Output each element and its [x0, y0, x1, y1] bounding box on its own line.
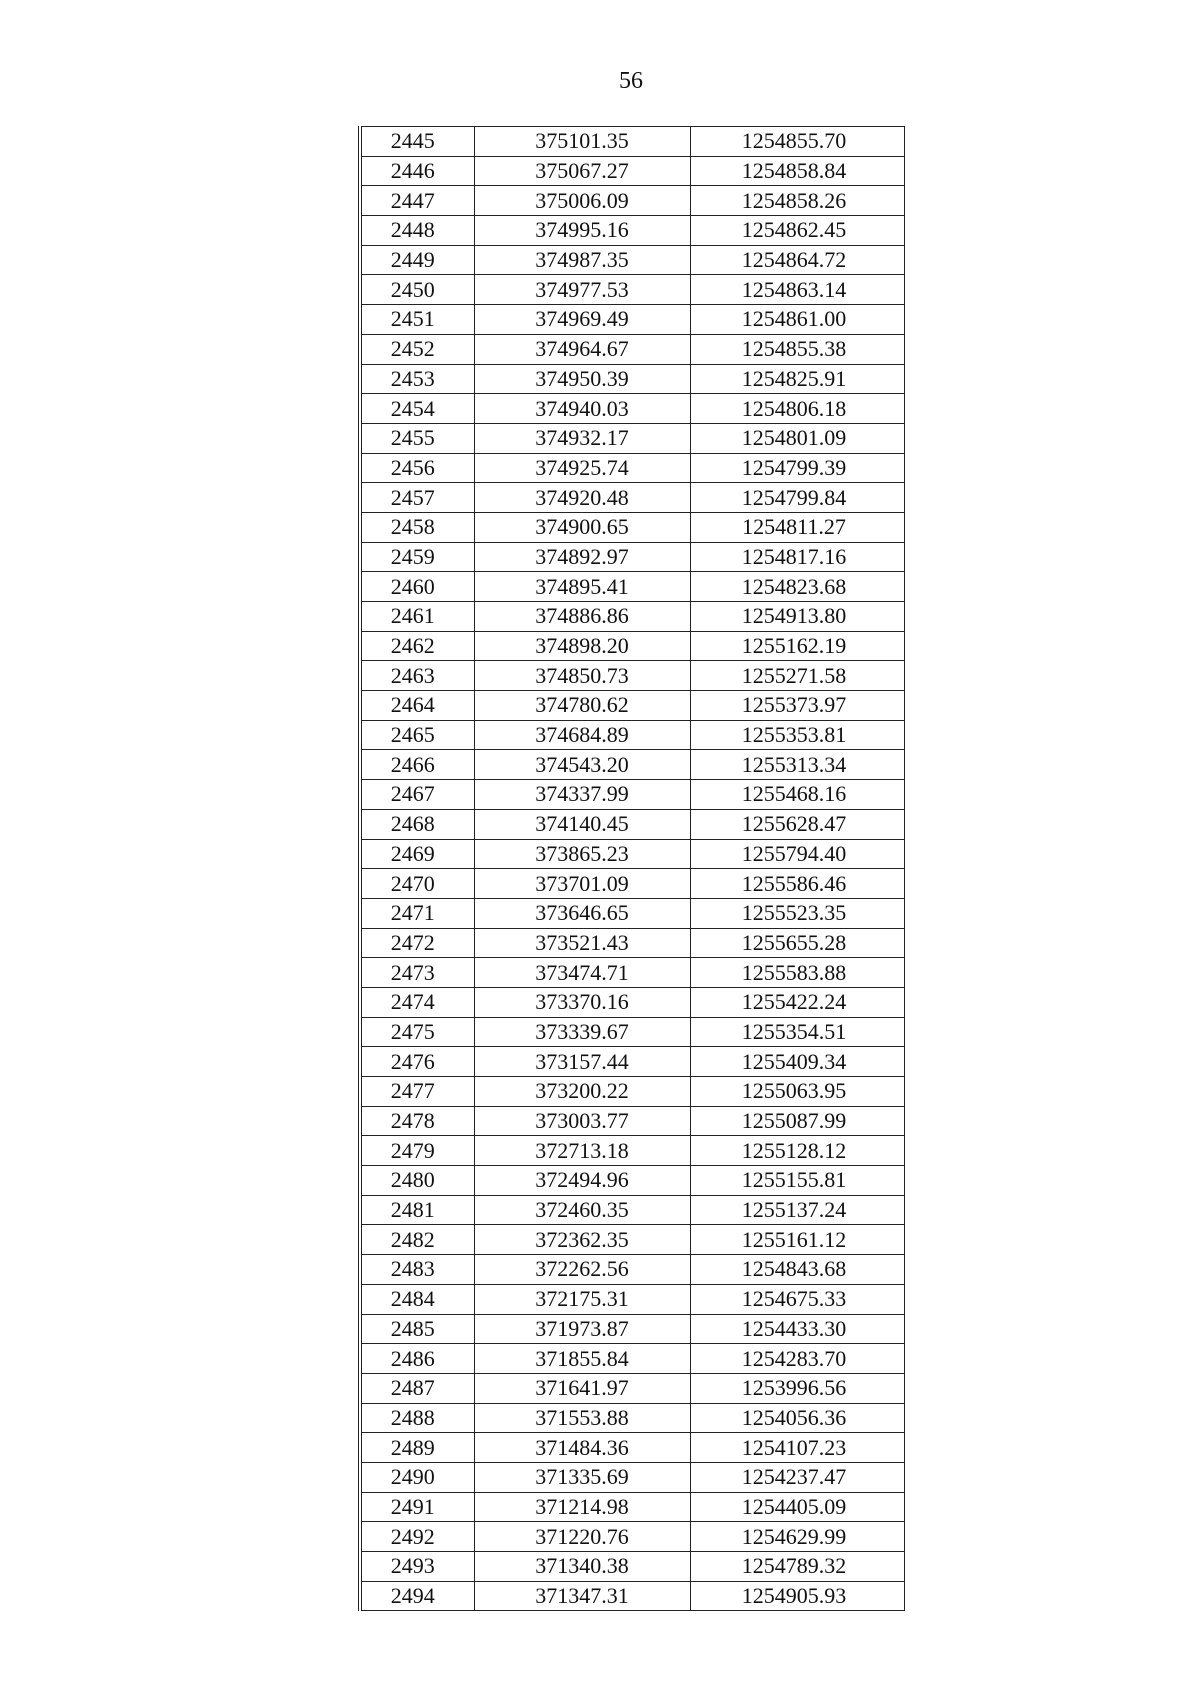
y-coordinate-cell: 1255063.95	[690, 1077, 904, 1107]
y-coordinate-cell: 1254675.33	[690, 1284, 904, 1314]
y-coordinate-cell: 1255422.24	[690, 987, 904, 1017]
table-row	[360, 839, 904, 869]
x-coordinate-cell: 374925.74	[474, 453, 690, 483]
y-coordinate-cell: 1255373.97	[690, 691, 904, 721]
table-row	[360, 423, 904, 453]
y-coordinate-cell: 1255137.24	[690, 1195, 904, 1225]
table-row	[360, 275, 904, 305]
point-number-cell: 2448	[360, 216, 474, 246]
table-row	[360, 1552, 904, 1582]
y-coordinate-cell: 1254405.09	[690, 1492, 904, 1522]
point-number-cell: 2451	[360, 305, 474, 335]
point-number-cell: 2478	[360, 1106, 474, 1136]
y-coordinate-cell: 1254806.18	[690, 394, 904, 424]
point-number-cell: 2491	[360, 1492, 474, 1522]
y-coordinate-cell: 1254799.39	[690, 453, 904, 483]
x-coordinate-cell: 372262.56	[474, 1255, 690, 1285]
y-coordinate-cell: 1255794.40	[690, 839, 904, 869]
table-row	[360, 631, 904, 661]
y-coordinate-cell: 1255583.88	[690, 958, 904, 988]
x-coordinate-cell: 374987.35	[474, 245, 690, 275]
point-number-cell: 2459	[360, 542, 474, 572]
point-number-cell: 2475	[360, 1017, 474, 1047]
table-row	[360, 1255, 904, 1285]
table-row	[360, 1522, 904, 1552]
point-number-cell: 2481	[360, 1195, 474, 1225]
point-number-cell: 2462	[360, 631, 474, 661]
point-number-cell: 2452	[360, 334, 474, 364]
table-row	[360, 1284, 904, 1314]
x-coordinate-cell: 371335.69	[474, 1462, 690, 1492]
y-coordinate-cell: 1254855.38	[690, 334, 904, 364]
x-coordinate-cell: 375101.35	[474, 127, 690, 157]
y-coordinate-cell: 1254858.26	[690, 186, 904, 216]
y-coordinate-cell: 1254811.27	[690, 512, 904, 542]
x-coordinate-cell: 371641.97	[474, 1373, 690, 1403]
point-number-cell: 2447	[360, 186, 474, 216]
y-coordinate-cell: 1254283.70	[690, 1344, 904, 1374]
x-coordinate-cell: 373370.16	[474, 987, 690, 1017]
table-row	[360, 1344, 904, 1374]
point-number-cell: 2484	[360, 1284, 474, 1314]
x-coordinate-cell: 372713.18	[474, 1136, 690, 1166]
table-row	[360, 512, 904, 542]
x-coordinate-cell: 374920.48	[474, 483, 690, 513]
y-coordinate-cell: 1255409.34	[690, 1047, 904, 1077]
x-coordinate-cell: 373200.22	[474, 1077, 690, 1107]
table-row	[360, 216, 904, 246]
y-coordinate-cell: 1254056.36	[690, 1403, 904, 1433]
y-coordinate-cell: 1255628.47	[690, 809, 904, 839]
x-coordinate-cell: 374964.67	[474, 334, 690, 364]
point-number-cell: 2468	[360, 809, 474, 839]
page-number: 56	[619, 68, 643, 94]
y-coordinate-cell: 1254801.09	[690, 423, 904, 453]
point-number-cell: 2485	[360, 1314, 474, 1344]
point-number-cell: 2446	[360, 156, 474, 186]
point-number-cell: 2450	[360, 275, 474, 305]
table-row	[360, 987, 904, 1017]
x-coordinate-cell: 372494.96	[474, 1166, 690, 1196]
x-coordinate-cell: 373474.71	[474, 958, 690, 988]
point-number-cell: 2471	[360, 898, 474, 928]
y-coordinate-cell: 1254863.14	[690, 275, 904, 305]
x-coordinate-cell: 374950.39	[474, 364, 690, 394]
table-row	[360, 750, 904, 780]
y-coordinate-cell: 1255161.12	[690, 1225, 904, 1255]
y-coordinate-cell: 1255354.51	[690, 1017, 904, 1047]
y-coordinate-cell: 1254858.84	[690, 156, 904, 186]
y-coordinate-cell: 1255162.19	[690, 631, 904, 661]
x-coordinate-cell: 373865.23	[474, 839, 690, 869]
x-coordinate-cell: 373646.65	[474, 898, 690, 928]
point-number-cell: 2474	[360, 987, 474, 1017]
table-row	[360, 394, 904, 424]
y-coordinate-cell: 1254433.30	[690, 1314, 904, 1344]
x-coordinate-cell: 374900.65	[474, 512, 690, 542]
y-coordinate-cell: 1255313.34	[690, 750, 904, 780]
table-row	[360, 869, 904, 899]
y-coordinate-cell: 1254823.68	[690, 572, 904, 602]
x-coordinate-cell: 374684.89	[474, 720, 690, 750]
point-number-cell: 2463	[360, 661, 474, 691]
x-coordinate-cell: 373003.77	[474, 1106, 690, 1136]
y-coordinate-cell: 1254107.23	[690, 1433, 904, 1463]
x-coordinate-cell: 374995.16	[474, 216, 690, 246]
y-coordinate-cell: 1255586.46	[690, 869, 904, 899]
table-row	[360, 809, 904, 839]
table-row	[360, 1195, 904, 1225]
point-number-cell: 2455	[360, 423, 474, 453]
x-coordinate-cell: 371484.36	[474, 1433, 690, 1463]
table-row	[360, 691, 904, 721]
point-number-cell: 2466	[360, 750, 474, 780]
x-coordinate-cell: 374940.03	[474, 394, 690, 424]
y-coordinate-cell: 1255353.81	[690, 720, 904, 750]
coordinates-table	[358, 126, 905, 1611]
table-row	[360, 127, 904, 157]
table-row	[360, 1373, 904, 1403]
y-coordinate-cell: 1255523.35	[690, 898, 904, 928]
point-number-cell: 2461	[360, 602, 474, 632]
y-coordinate-cell: 1254237.47	[690, 1462, 904, 1492]
x-coordinate-cell: 372175.31	[474, 1284, 690, 1314]
y-coordinate-cell: 1255155.81	[690, 1166, 904, 1196]
point-number-cell: 2472	[360, 928, 474, 958]
x-coordinate-cell: 371214.98	[474, 1492, 690, 1522]
point-number-cell: 2476	[360, 1047, 474, 1077]
y-coordinate-cell: 1255271.58	[690, 661, 904, 691]
y-coordinate-cell: 1254629.99	[690, 1522, 904, 1552]
table-row	[360, 542, 904, 572]
table-row	[360, 334, 904, 364]
point-number-cell: 2460	[360, 572, 474, 602]
y-coordinate-cell: 1253996.56	[690, 1373, 904, 1403]
table-row	[360, 1314, 904, 1344]
y-coordinate-cell: 1255468.16	[690, 780, 904, 810]
x-coordinate-cell: 374337.99	[474, 780, 690, 810]
x-coordinate-cell: 371855.84	[474, 1344, 690, 1374]
point-number-cell: 2482	[360, 1225, 474, 1255]
point-number-cell: 2483	[360, 1255, 474, 1285]
table-row	[360, 1581, 904, 1611]
table-row	[360, 305, 904, 335]
table-row	[360, 1136, 904, 1166]
x-coordinate-cell: 373701.09	[474, 869, 690, 899]
y-coordinate-cell: 1254843.68	[690, 1255, 904, 1285]
table-row	[360, 1225, 904, 1255]
point-number-cell: 2494	[360, 1581, 474, 1611]
x-coordinate-cell: 375006.09	[474, 186, 690, 216]
point-number-cell: 2487	[360, 1373, 474, 1403]
point-number-cell: 2458	[360, 512, 474, 542]
table-row	[360, 661, 904, 691]
y-coordinate-cell: 1255655.28	[690, 928, 904, 958]
table-row	[360, 928, 904, 958]
coordinates-table-body	[360, 127, 904, 1611]
y-coordinate-cell: 1254913.80	[690, 602, 904, 632]
point-number-cell: 2486	[360, 1344, 474, 1374]
point-number-cell: 2469	[360, 839, 474, 869]
x-coordinate-cell: 375067.27	[474, 156, 690, 186]
x-coordinate-cell: 374969.49	[474, 305, 690, 335]
x-coordinate-cell: 373521.43	[474, 928, 690, 958]
point-number-cell: 2480	[360, 1166, 474, 1196]
x-coordinate-cell: 371340.38	[474, 1552, 690, 1582]
x-coordinate-cell: 374977.53	[474, 275, 690, 305]
y-coordinate-cell: 1255128.12	[690, 1136, 904, 1166]
point-number-cell: 2473	[360, 958, 474, 988]
y-coordinate-cell: 1254825.91	[690, 364, 904, 394]
y-coordinate-cell: 1254817.16	[690, 542, 904, 572]
y-coordinate-cell: 1255087.99	[690, 1106, 904, 1136]
table-row	[360, 1492, 904, 1522]
table-row	[360, 186, 904, 216]
x-coordinate-cell: 374780.62	[474, 691, 690, 721]
point-number-cell: 2453	[360, 364, 474, 394]
x-coordinate-cell: 371973.87	[474, 1314, 690, 1344]
table-row	[360, 1106, 904, 1136]
x-coordinate-cell: 374886.86	[474, 602, 690, 632]
point-number-cell: 2479	[360, 1136, 474, 1166]
x-coordinate-cell: 371347.31	[474, 1581, 690, 1611]
x-coordinate-cell: 372460.35	[474, 1195, 690, 1225]
point-number-cell: 2490	[360, 1462, 474, 1492]
table-row	[360, 453, 904, 483]
point-number-cell: 2477	[360, 1077, 474, 1107]
point-number-cell: 2489	[360, 1433, 474, 1463]
table-row	[360, 1017, 904, 1047]
x-coordinate-cell: 374850.73	[474, 661, 690, 691]
y-coordinate-cell: 1254862.45	[690, 216, 904, 246]
table-row	[360, 483, 904, 513]
y-coordinate-cell: 1254864.72	[690, 245, 904, 275]
table-row	[360, 780, 904, 810]
table-row	[360, 1047, 904, 1077]
x-coordinate-cell: 374543.20	[474, 750, 690, 780]
table-row	[360, 156, 904, 186]
point-number-cell: 2493	[360, 1552, 474, 1582]
table-row	[360, 958, 904, 988]
table-row	[360, 720, 904, 750]
x-coordinate-cell: 374895.41	[474, 572, 690, 602]
table-row	[360, 1433, 904, 1463]
x-coordinate-cell: 373157.44	[474, 1047, 690, 1077]
point-number-cell: 2456	[360, 453, 474, 483]
x-coordinate-cell: 373339.67	[474, 1017, 690, 1047]
x-coordinate-cell: 374898.20	[474, 631, 690, 661]
x-coordinate-cell: 374892.97	[474, 542, 690, 572]
table-row	[360, 1166, 904, 1196]
x-coordinate-cell: 374140.45	[474, 809, 690, 839]
point-number-cell: 2464	[360, 691, 474, 721]
table-row	[360, 1462, 904, 1492]
table-row	[360, 898, 904, 928]
point-number-cell: 2488	[360, 1403, 474, 1433]
x-coordinate-cell: 371220.76	[474, 1522, 690, 1552]
point-number-cell: 2449	[360, 245, 474, 275]
point-number-cell: 2454	[360, 394, 474, 424]
table-row	[360, 1077, 904, 1107]
table-row	[360, 572, 904, 602]
y-coordinate-cell: 1254789.32	[690, 1552, 904, 1582]
x-coordinate-cell: 371553.88	[474, 1403, 690, 1433]
point-number-cell: 2467	[360, 780, 474, 810]
y-coordinate-cell: 1254799.84	[690, 483, 904, 513]
point-number-cell: 2492	[360, 1522, 474, 1552]
y-coordinate-cell: 1254905.93	[690, 1581, 904, 1611]
point-number-cell: 2470	[360, 869, 474, 899]
table-row	[360, 602, 904, 632]
point-number-cell: 2457	[360, 483, 474, 513]
table-row	[360, 245, 904, 275]
table-row	[360, 364, 904, 394]
point-number-cell: 2445	[360, 127, 474, 157]
y-coordinate-cell: 1254861.00	[690, 305, 904, 335]
x-coordinate-cell: 372362.35	[474, 1225, 690, 1255]
x-coordinate-cell: 374932.17	[474, 423, 690, 453]
table-row	[360, 1403, 904, 1433]
point-number-cell: 2465	[360, 720, 474, 750]
y-coordinate-cell: 1254855.70	[690, 127, 904, 157]
